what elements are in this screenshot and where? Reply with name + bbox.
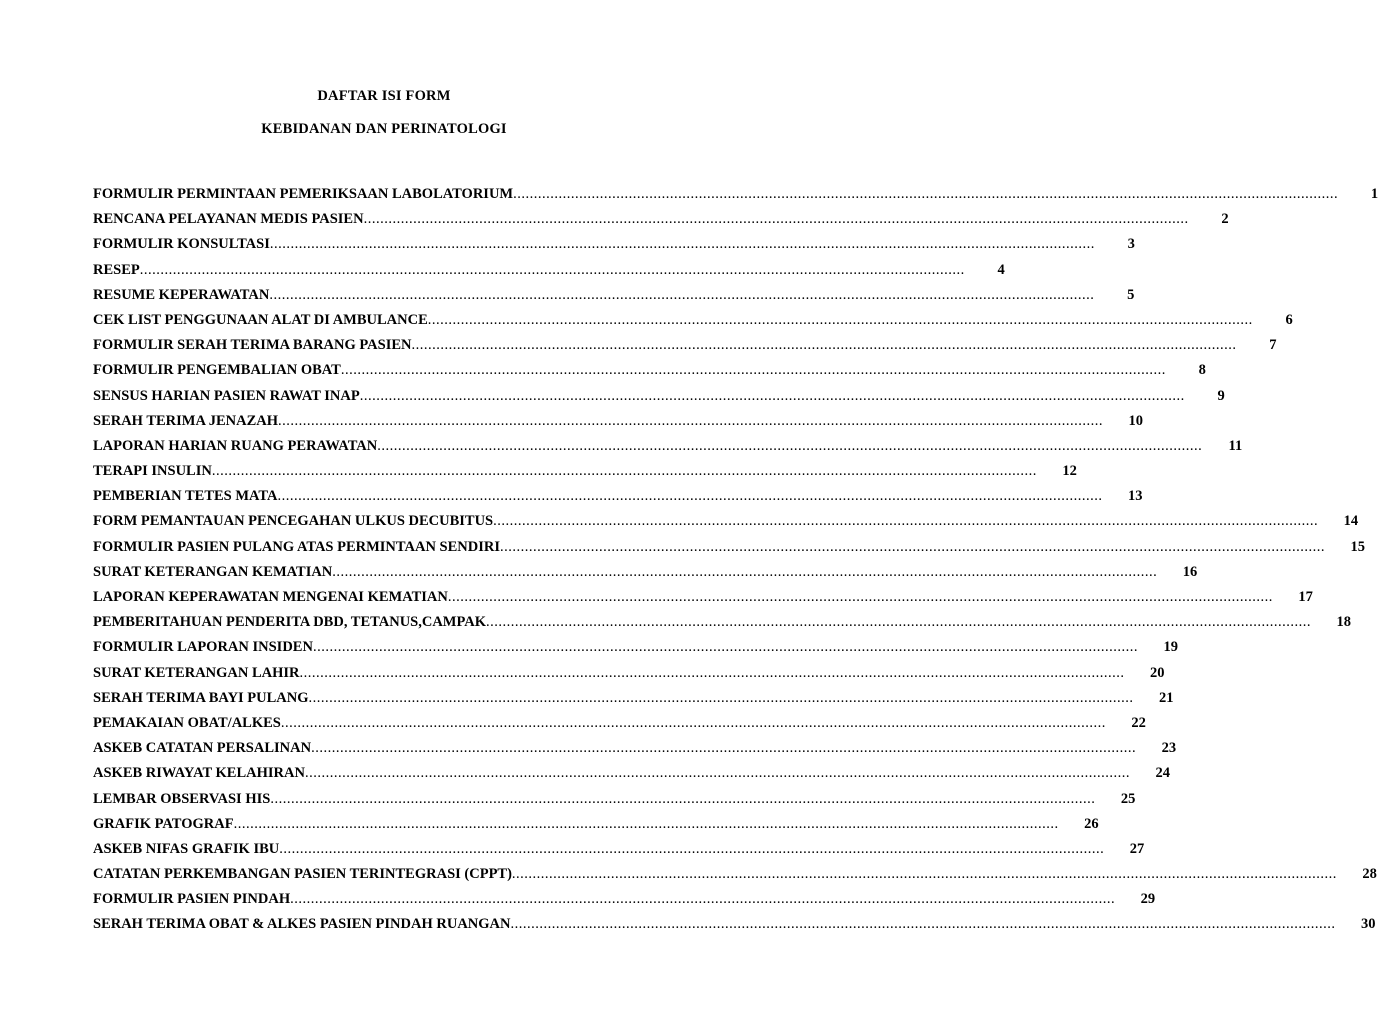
toc-entry-label: CEK LIST PENGGUNAAN ALAT DI AMBULANCE	[93, 311, 428, 328]
dot-leader: ........................................................................................................................................................................................................	[363, 211, 1189, 228]
dot-leader: ........................................................................................................................................................................................................	[332, 563, 1158, 580]
dot-leader: ........................................................................................................................................................................................................	[269, 236, 1095, 253]
toc-entry	[93, 614, 1352, 639]
toc-entry	[93, 337, 1277, 362]
toc-entry-label: LEMBAR OBSERVASI HIS	[93, 790, 271, 807]
toc-entry-page-number: 6	[1285, 311, 1293, 328]
dot-leader: ........................................................................................................................................................................................................	[510, 916, 1336, 933]
toc-entry-page-number: 9	[1217, 387, 1225, 404]
toc-entry-page-number: 11	[1228, 437, 1243, 454]
toc-entry	[93, 387, 1225, 413]
toc-entry-label: TERAPI INSULIN	[93, 463, 212, 480]
toc-entry-page-number: 23	[1161, 740, 1177, 757]
toc-entry-label: RESEP	[93, 261, 140, 278]
toc-entry-page-number: 4	[997, 261, 1005, 278]
toc-entry	[93, 765, 1170, 790]
toc-entry-page-number: 24	[1155, 765, 1170, 782]
dot-leader: ........................................................................................................................................................................................................	[427, 311, 1253, 328]
toc-entry-page-number: 27	[1129, 840, 1145, 857]
toc-entry-label: FORMULIR PASIEN PINDAH	[93, 891, 291, 908]
toc-entry-page-number: 10	[1128, 412, 1144, 429]
dot-leader: ........................................................................................................................................................................................................	[279, 840, 1105, 857]
dot-leader: ........................................................................................................................................................................................................	[340, 362, 1166, 379]
dot-leader: ........................................................................................................................................................................................................	[377, 437, 1203, 454]
toc-entry	[93, 589, 1313, 614]
toc-entry	[93, 815, 1099, 841]
toc-entry-label: LAPORAN KEPERAWATAN MENGENAI KEMATIAN	[93, 589, 448, 605]
toc-entry-page-number: 15	[1350, 538, 1365, 555]
toc-entry-label: CATATAN PERKEMBANGAN PASIEN TERINTEGRASI (CPPT)	[93, 866, 512, 883]
toc-entry-page-number: 1	[1370, 186, 1378, 202]
document-title: DAFTAR ISI FORM	[317, 88, 451, 104]
toc-entry-label: FORMULIR PASIEN PULANG ATAS PERMINTAAN SENDIRI	[93, 538, 500, 555]
dot-leader: ........................................................................................................................................................................................................	[233, 815, 1059, 832]
toc-entry	[93, 311, 1293, 337]
toc-entry-label: SURAT KETERANGAN KEMATIAN	[93, 563, 333, 580]
toc-entry-label: SERAH TERIMA BAYI PULANG	[93, 689, 309, 706]
toc-entry-page-number: 25	[1120, 790, 1136, 807]
toc-entry-label: SERAH TERIMA JENAZAH	[93, 412, 279, 429]
toc-entry	[93, 412, 1144, 438]
toc-entry	[93, 437, 1243, 463]
toc-entry-label: FORMULIR KONSULTASI	[93, 236, 270, 253]
toc-entry-label: SERAH TERIMA OBAT & ALKES PASIEN PINDAH RUANGAN	[93, 916, 511, 933]
toc-entry-page-number: 7	[1269, 337, 1277, 354]
toc-entry-label: RENCANA PELAYANAN MEDIS PASIEN	[93, 211, 364, 228]
toc-entry-label: FORMULIR SERAH TERIMA BARANG PASIEN	[93, 337, 412, 354]
dot-leader: ........................................................................................................................................................................................................	[447, 589, 1273, 605]
toc-entry-label: FORMULIR LAPORAN INSIDEN	[93, 639, 313, 656]
toc-entry	[93, 563, 1198, 589]
toc-entry-page-number: 14	[1343, 513, 1359, 530]
dot-leader: ........................................................................................................................................................................................................	[304, 765, 1130, 782]
dot-leader: ........................................................................................................................................................................................................	[211, 463, 1037, 480]
dot-leader: ........................................................................................................................................................................................................	[278, 412, 1104, 429]
toc-entry-page-number: 8	[1198, 362, 1206, 379]
dot-leader: ........................................................................................................................................................................................................	[280, 714, 1106, 731]
toc-entry-page-number: 30	[1360, 916, 1376, 933]
toc-entry-page-number: 3	[1127, 236, 1135, 253]
toc-entry-page-number: 19	[1163, 639, 1178, 656]
dot-leader: ........................................................................................................................................................................................................	[312, 639, 1138, 656]
toc-entry-page-number: 12	[1062, 463, 1077, 480]
toc-entry	[93, 488, 1143, 513]
toc-entry	[93, 538, 1365, 564]
toc-entry	[93, 866, 1377, 891]
toc-entry	[93, 286, 1135, 312]
dot-leader: ........................................................................................................................................................................................................	[269, 286, 1095, 303]
toc-entry-page-number: 21	[1159, 689, 1174, 706]
table-of-contents	[93, 186, 1378, 942]
dot-leader: ........................................................................................................................................................................................................	[359, 387, 1185, 404]
toc-entry-page-number: 5	[1127, 286, 1135, 303]
toc-entry-label: PEMAKAIAN OBAT/ALKES	[93, 714, 281, 731]
dot-leader: ........................................................................................................................................................................................................	[290, 891, 1116, 908]
toc-entry	[93, 740, 1177, 765]
dot-leader: ........................................................................................................................................................................................................	[308, 689, 1134, 706]
toc-entry-page-number: 28	[1362, 866, 1377, 883]
toc-entry-label: SURAT KETERANGAN LAHIR	[93, 664, 300, 681]
toc-entry	[93, 891, 1156, 916]
toc-entry	[93, 362, 1206, 387]
dot-leader: ........................................................................................................................................................................................................	[411, 337, 1237, 354]
toc-entry	[93, 236, 1135, 261]
dot-leader: ........................................................................................................................................................................................................	[511, 866, 1337, 883]
dot-leader: ........................................................................................................................................................................................................	[299, 664, 1125, 681]
toc-entry-label: SENSUS HARIAN PASIEN RAWAT INAP	[93, 387, 360, 404]
toc-entry-label: ASKEB NIFAS GRAFIK IBU	[93, 840, 280, 857]
toc-entry-page-number: 16	[1182, 563, 1198, 580]
toc-entry	[93, 916, 1376, 941]
toc-entry-page-number: 2	[1221, 211, 1229, 228]
dot-leader: ........................................................................................................................................................................................................	[499, 538, 1325, 555]
toc-entry-page-number: 18	[1336, 614, 1352, 631]
toc-entry	[93, 186, 1378, 211]
toc-entry-page-number: 20	[1150, 664, 1165, 681]
toc-entry	[93, 639, 1178, 664]
toc-entry-label: ASKEB CATATAN PERSALINAN	[93, 740, 312, 757]
toc-entry	[93, 664, 1165, 690]
dot-leader: ........................................................................................................................................................................................................	[493, 513, 1319, 530]
toc-entry	[93, 261, 1005, 287]
toc-entry-page-number: 26	[1084, 815, 1099, 832]
toc-entry	[93, 689, 1174, 715]
toc-entry-label: FORM PEMANTAUAN PENCEGAHAN ULKUS DECUBITUS	[93, 513, 494, 530]
dot-leader: ........................................................................................................................................................................................................	[277, 488, 1103, 505]
toc-entry-label: FORMULIR PENGEMBALIAN OBAT	[93, 362, 341, 379]
toc-entry-page-number: 17	[1298, 589, 1313, 605]
toc-entry-page-number: 22	[1131, 714, 1146, 731]
dot-leader: ........................................................................................................................................................................................................	[513, 186, 1339, 202]
toc-entry-label: GRAFIK PATOGRAF	[93, 815, 234, 832]
toc-entry-label: LAPORAN HARIAN RUANG PERAWATAN	[93, 437, 378, 454]
toc-entry	[93, 790, 1136, 816]
toc-entry	[93, 840, 1145, 866]
toc-entry-label: RESUME KEPERAWATAN	[93, 286, 270, 303]
toc-entry	[93, 513, 1359, 538]
toc-entry-label: ASKEB RIWAYAT KELAHIRAN	[93, 765, 305, 782]
dot-leader: ........................................................................................................................................................................................................	[139, 261, 965, 278]
document-subtitle: KEBIDANAN DAN PERINATOLOGI	[261, 121, 507, 137]
dot-leader: ........................................................................................................................................................................................................	[311, 740, 1137, 757]
toc-entry-page-number: 29	[1140, 891, 1156, 908]
toc-entry	[93, 211, 1229, 236]
toc-entry	[93, 714, 1146, 740]
toc-entry-label: PEMBERITAHUAN PENDERITA DBD, TETANUS,CAMPAK	[93, 614, 487, 631]
toc-entry	[93, 463, 1077, 488]
toc-entry-label: FORMULIR PERMINTAAN PEMERIKSAAN LABOLATORIUM	[93, 186, 514, 202]
dot-leader: ........................................................................................................................................................................................................	[270, 790, 1096, 807]
toc-entry-label: PEMBERIAN TETES MATA	[93, 488, 278, 505]
toc-entry-page-number: 13	[1128, 488, 1143, 505]
dot-leader: ........................................................................................................................................................................................................	[486, 614, 1312, 631]
